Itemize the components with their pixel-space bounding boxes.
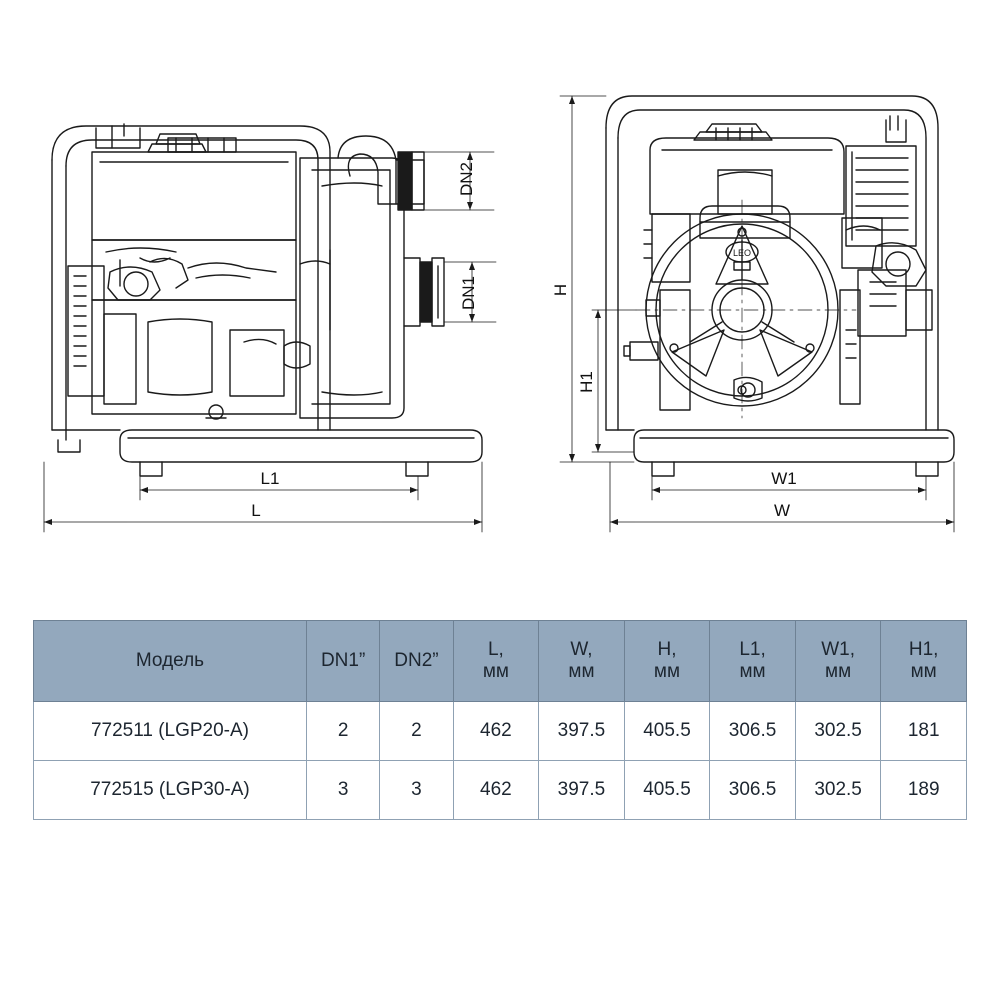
column-header-l — [453, 621, 539, 702]
brand-mark-leo: LEO — [732, 248, 752, 258]
column-header-h — [624, 621, 710, 702]
column-header-h-title: H, — [657, 638, 677, 660]
dim-label-dn1: DN1 — [459, 275, 478, 310]
column-header-dn2 — [380, 621, 453, 702]
table-row — [34, 702, 967, 761]
column-header-dn2-title: DN2” — [394, 649, 439, 671]
cell-dn1: 3 — [306, 761, 379, 820]
dim-label-l: L — [251, 501, 261, 520]
cell-h1: 189 — [881, 761, 967, 820]
column-header-l-unit: мм — [482, 661, 509, 682]
cell-dn2: 2 — [380, 702, 453, 761]
cell-dn1: 2 — [306, 702, 379, 761]
column-header-dn1-title: DN1” — [320, 649, 366, 671]
cell-h: 405.5 — [624, 702, 710, 761]
table-row — [34, 761, 967, 820]
column-header-w — [539, 621, 625, 702]
dim-label-h1: H1 — [577, 371, 596, 393]
dim-label-dn2: DN2 — [457, 161, 476, 196]
cell-w1: 302.5 — [795, 702, 881, 761]
column-header-w-title: W, — [570, 638, 593, 660]
dim-label-w: W — [773, 501, 791, 520]
cell-model: 772515 (LGP30-A) — [34, 761, 307, 820]
column-header-dn1 — [306, 621, 379, 702]
side-view-group — [44, 124, 496, 532]
spec-table — [33, 620, 967, 820]
column-header-model-title: Модель — [135, 649, 205, 671]
column-header-l-title: L, — [487, 638, 504, 660]
column-header-w1-title: W1, — [821, 638, 855, 660]
dim-label-l1: L1 — [260, 469, 280, 488]
cell-l: 462 — [453, 702, 539, 761]
column-header-h-unit: мм — [653, 661, 681, 682]
cell-w: 397.5 — [539, 702, 625, 761]
cell-dn2: 3 — [380, 761, 453, 820]
column-header-l1-unit: мм — [739, 661, 766, 682]
cell-w: 397.5 — [539, 761, 625, 820]
column-header-l1 — [710, 621, 796, 702]
column-header-h1-title: H1, — [908, 638, 939, 660]
front-view-group — [551, 96, 954, 532]
cell-h1: 181 — [881, 702, 967, 761]
cell-w1: 302.5 — [795, 761, 881, 820]
dim-label-h: H — [551, 283, 570, 297]
column-header-w-unit: мм — [568, 661, 595, 682]
column-header-l1-title: L1, — [739, 638, 766, 660]
column-header-w1 — [795, 621, 881, 702]
column-header-w1-unit: мм — [825, 661, 852, 682]
cell-l1: 306.5 — [710, 761, 796, 820]
cell-l: 462 — [453, 761, 539, 820]
cell-l1: 306.5 — [710, 702, 796, 761]
dim-label-w1: W1 — [771, 469, 797, 488]
table-header-row — [34, 621, 967, 702]
spec-table-container — [33, 620, 967, 820]
cell-model: 772511 (LGP20-A) — [34, 702, 307, 761]
column-header-h1 — [881, 621, 967, 702]
column-header-h1-unit: мм — [910, 661, 937, 682]
cell-h: 405.5 — [624, 761, 710, 820]
column-header-model — [34, 621, 307, 702]
